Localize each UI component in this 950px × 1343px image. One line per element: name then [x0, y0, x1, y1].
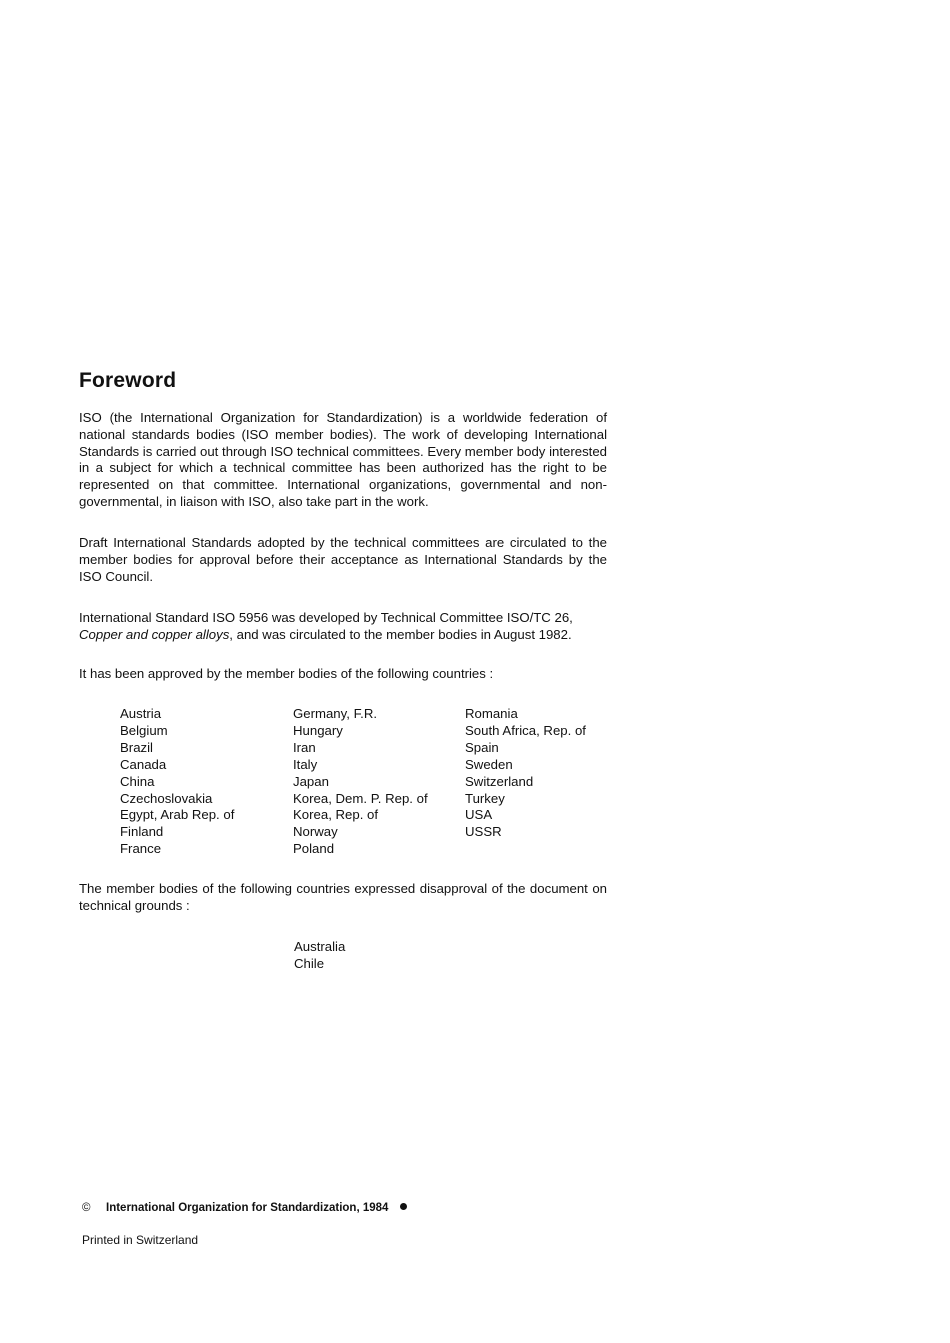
bullet-dot: [400, 1203, 407, 1210]
country-item: USSR: [465, 824, 502, 840]
country-item: Egypt, Arab Rep. of: [120, 807, 235, 823]
country-item: Korea, Rep. of: [293, 807, 379, 823]
copyright-line: [82, 1202, 407, 1214]
country-item: Poland: [293, 841, 335, 857]
copyright-symbol: ©: [82, 1202, 91, 1214]
country-item: Italy: [293, 756, 318, 772]
committee-title: Copper and copper alloys: [79, 626, 230, 642]
country-item: Czechoslovakia: [120, 790, 213, 806]
country-item: Japan: [293, 773, 329, 789]
page-title: Foreword: [79, 369, 177, 392]
development-paragraph: [79, 610, 607, 644]
country-item: Korea, Dem. P. Rep. of: [293, 790, 428, 806]
country-item: Iran: [293, 739, 316, 755]
country-item: France: [120, 841, 162, 857]
country-item: Finland: [120, 824, 164, 840]
country-item: Romania: [465, 706, 518, 721]
country-item: Canada: [120, 756, 167, 772]
country-item: USA: [465, 807, 493, 823]
disapproved-countries-list: [294, 939, 345, 973]
development-text: International Standard ISO 5956 was developed by Technical Committee ISO/TC 26,: [79, 610, 573, 625]
country-item: Spain: [465, 739, 499, 755]
country-item: Sweden: [465, 756, 513, 772]
intro-paragraph: ISO (the International Organization for Standardization) is a worldwide federation of national standards bodies (ISO member bodies). The work of developing International Standards is carried out through ISO technical committees. Every member body interested in a subject for which a technical committee has been authorized has the right to be represented on that committee. International organizations, governmental and non-governmental, in liaison with ISO, also take part in the work.: [79, 410, 607, 509]
circulation-text: , and was circulated to the member bodies in August 1982.: [229, 626, 572, 642]
country-item: South Africa, Rep. of: [465, 722, 586, 738]
draft-standards-paragraph: Draft International Standards adopted by the technical committees are circulated to the member bodies for approval before their acceptance as International Standards by the ISO Council.: [79, 535, 607, 584]
country-item: Australia: [294, 939, 346, 954]
printed-in-note: Printed in Switzerland: [82, 1233, 199, 1247]
country-item: Belgium: [120, 722, 168, 738]
approved-countries-column-1: [120, 706, 234, 858]
country-item: China: [120, 773, 155, 789]
country-item: Brazil: [120, 739, 153, 755]
disapproval-intro: The member bodies of the following countries expressed disapproval of the document on technical grounds :: [79, 881, 607, 913]
country-item: Chile: [294, 955, 325, 971]
country-item: Turkey: [465, 790, 505, 806]
approved-countries-column-2: [293, 706, 428, 858]
approved-countries-column-3: [465, 706, 586, 841]
country-item: Norway: [293, 824, 338, 840]
approval-intro: It has been approved by the member bodies of the following countries :: [79, 666, 494, 681]
copyright-text: International Organization for Standardization, 1984: [106, 1202, 389, 1214]
country-item: Germany, F.R.: [293, 706, 378, 721]
country-item: Austria: [120, 706, 162, 721]
country-item: Hungary: [293, 722, 343, 738]
country-item: Switzerland: [465, 773, 534, 789]
